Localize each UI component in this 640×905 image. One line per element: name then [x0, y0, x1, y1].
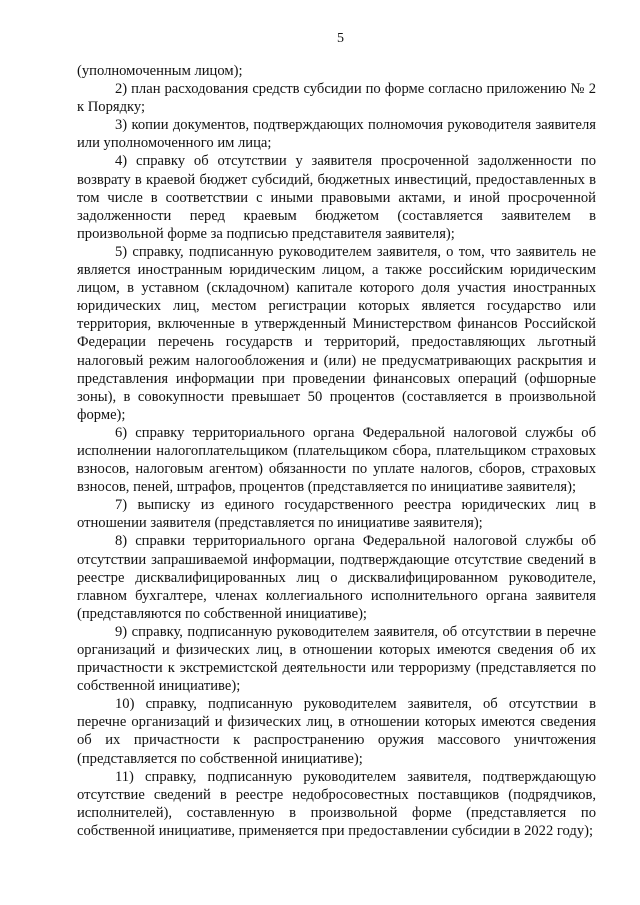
document-body	[77, 62, 596, 840]
paragraph-item-9: 9) справку, подписанную руководителем заявителя, об отсутствии в перечне организаций и физических лиц, в отношении которых имеются сведения об их причастности к экстремистской деятельности или терроризму (представляется по собственной инициативе);	[77, 623, 596, 695]
paragraph-item-10: 10) справку, подписанную руководителем заявителя, об отсутствии в перечне организаций и физических лиц, в отношении которых имеются сведения об их причастности к распространению оружия массового уничтожения (представляется по собственной инициативе);	[77, 696, 596, 767]
paragraph-item-11: 11) справку, подписанную руководителем заявителя, подтверждающую отсутствие сведений в реестре недобросовестных поставщиков (подрядчиков, исполнителей), составленную в произвольной форме (представляется по собственной инициативе, применяется при предоставлении субсидии в 2022 году);	[77, 768, 596, 839]
paragraph-item-6: 6) справку территориального органа Федеральной налоговой службы об исполнении налогоплательщиком (плательщиком сбора, плательщиком страховых взносов, налоговым агентом) обязанности по уплате налогов, сборов, страховых взносов, пеней, штрафов, процентов (представляется по инициативе заявителя);	[77, 424, 596, 496]
paragraph-item-5: 5) справку, подписанную руководителем заявителя, о том, что заявитель не является иностранным юридическим лицом, а также российским юридическим лицом, в уставном (складочном) капитале которого доля участия иностранных юридических лиц, местом регистрации которых является государство или территория, включенные в утвержденный Министерством финансов Российской Федерации перечень государств и территорий, предоставляющих льготный налоговый режим налогообложения и (или) не предусматривающих раскрытия и представления информации при проведении финансовых операций (офшорные зоны), в совокупности превышает 50 процентов (составляется в произвольной форме);	[77, 243, 596, 423]
paragraph-item-7: 7) выписку из единого государственного реестра юридических лиц в отношении заявителя (представляется по инициативе заявителя);	[77, 497, 596, 532]
page-number: 5	[337, 31, 344, 46]
paragraph-item-3: 3) копии документов, подтверждающих полномочия руководителя заявителя или уполномоченного им лица;	[77, 117, 596, 152]
paragraph-item-8: 8) справки территориального органа Федеральной налоговой службы об отсутствии запрашиваемой информации, подтверждающие отсутствие сведений в реестре дисквалифицированных лиц о дисквалифицированном руководителе, главном бухгалтере, членах коллегиального исполнительного органа заявителя (представляются по собственной инициативе);	[77, 533, 596, 622]
paragraph-continuation: (уполномоченным лицом);	[77, 63, 243, 79]
paragraph-item-2: 2) план расходования средств субсидии по форме согласно приложению № 2 к Порядку;	[77, 81, 596, 116]
paragraph-item-4: 4) справку об отсутствии у заявителя просроченной задолженности по возврату в краевой бюджет субсидий, бюджетных инвестиций, предоставленных в том числе в соответствии с иными правовыми актами, и иной просроченной задолженности перед краевым бюджетом (составляется заявителем в произвольной форме за подписью представителя заявителя);	[77, 153, 596, 242]
